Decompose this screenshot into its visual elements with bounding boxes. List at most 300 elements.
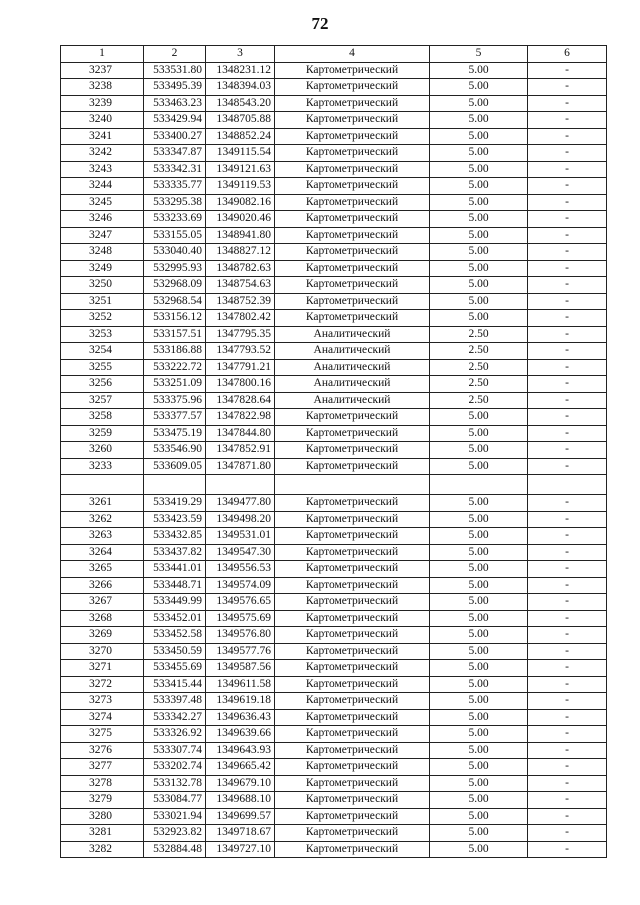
- accuracy-cell: 5.00: [430, 128, 528, 145]
- table-row: [61, 693, 607, 710]
- method-cell: Картометрический: [275, 211, 430, 228]
- point-number-cell: 3241: [61, 128, 144, 145]
- note-cell: -: [528, 425, 607, 442]
- accuracy-cell: 5.00: [430, 825, 528, 842]
- method-cell: Картометрический: [275, 759, 430, 776]
- accuracy-cell: 5.00: [430, 544, 528, 561]
- note-cell: -: [528, 293, 607, 310]
- point-number-cell: 3278: [61, 775, 144, 792]
- accuracy-cell: 5.00: [430, 227, 528, 244]
- table-row: [61, 112, 607, 129]
- table-row: [61, 561, 607, 578]
- page-number: 72: [311, 14, 329, 33]
- table-row: [61, 495, 607, 512]
- table-row: [61, 310, 607, 327]
- method-cell: Картометрический: [275, 726, 430, 743]
- accuracy-cell: 5.00: [430, 260, 528, 277]
- note-cell: -: [528, 511, 607, 528]
- point-number-cell: 3261: [61, 495, 144, 512]
- point-number-cell: 3280: [61, 808, 144, 825]
- y-coordinate-cell: 1349477.80: [206, 495, 275, 512]
- point-number-cell: 3250: [61, 277, 144, 294]
- point-number-cell: 3257: [61, 392, 144, 409]
- point-number-cell: 3240: [61, 112, 144, 129]
- x-coordinate-cell: 533429.94: [144, 112, 206, 129]
- y-coordinate-cell: 1349619.18: [206, 693, 275, 710]
- y-coordinate-cell: 1349727.10: [206, 841, 275, 858]
- method-cell: Картометрический: [275, 277, 430, 294]
- table-row: [61, 643, 607, 660]
- table-row: [61, 709, 607, 726]
- method-cell: Картометрический: [275, 95, 430, 112]
- y-coordinate-cell: 1349718.67: [206, 825, 275, 842]
- method-cell: Аналитический: [275, 326, 430, 343]
- table-row: [61, 825, 607, 842]
- method-cell: Картометрический: [275, 227, 430, 244]
- y-coordinate-cell: 1349115.54: [206, 145, 275, 162]
- accuracy-cell: 5.00: [430, 627, 528, 644]
- note-cell: -: [528, 442, 607, 459]
- table-row: [61, 211, 607, 228]
- method-cell: Картометрический: [275, 544, 430, 561]
- y-coordinate-cell: 1348852.24: [206, 128, 275, 145]
- table-row: [61, 194, 607, 211]
- x-coordinate-cell: 533155.05: [144, 227, 206, 244]
- method-cell: Картометрический: [275, 643, 430, 660]
- y-coordinate-cell: 1347844.80: [206, 425, 275, 442]
- accuracy-cell: 5.00: [430, 161, 528, 178]
- point-number-cell: 3263: [61, 528, 144, 545]
- point-number-cell: 3252: [61, 310, 144, 327]
- point-number-cell: 3258: [61, 409, 144, 426]
- x-coordinate-cell: 532923.82: [144, 825, 206, 842]
- accuracy-cell: 5.00: [430, 660, 528, 677]
- accuracy-cell: 5.00: [430, 594, 528, 611]
- point-number-cell: 3282: [61, 841, 144, 858]
- point-number-cell: 3255: [61, 359, 144, 376]
- x-coordinate-cell: 533233.69: [144, 211, 206, 228]
- method-cell: Картометрический: [275, 660, 430, 677]
- note-cell: -: [528, 112, 607, 129]
- x-coordinate-cell: 533157.51: [144, 326, 206, 343]
- y-coordinate-cell: 1347822.98: [206, 409, 275, 426]
- accuracy-cell: 5.00: [430, 79, 528, 96]
- accuracy-cell: 2.50: [430, 376, 528, 393]
- point-number-cell: 3277: [61, 759, 144, 776]
- table-row: [61, 841, 607, 858]
- note-cell: -: [528, 79, 607, 96]
- accuracy-cell: 5.00: [430, 561, 528, 578]
- accuracy-cell: 5.00: [430, 145, 528, 162]
- note-cell: -: [528, 610, 607, 627]
- point-number-cell: 3265: [61, 561, 144, 578]
- x-coordinate-cell: 533335.77: [144, 178, 206, 195]
- y-coordinate-cell: 1349611.58: [206, 676, 275, 693]
- empty-cell: [430, 475, 528, 495]
- note-cell: -: [528, 310, 607, 327]
- x-coordinate-cell: 533441.01: [144, 561, 206, 578]
- y-coordinate-cell: 1349020.46: [206, 211, 275, 228]
- y-coordinate-cell: 1347791.21: [206, 359, 275, 376]
- note-cell: -: [528, 211, 607, 228]
- y-coordinate-cell: 1347828.64: [206, 392, 275, 409]
- table-row: [61, 676, 607, 693]
- table-row: [61, 528, 607, 545]
- point-number-cell: 3272: [61, 676, 144, 693]
- note-cell: -: [528, 376, 607, 393]
- table-row: [61, 62, 607, 79]
- method-cell: Картометрический: [275, 260, 430, 277]
- x-coordinate-cell: 533021.94: [144, 808, 206, 825]
- y-coordinate-cell: 1349587.56: [206, 660, 275, 677]
- table-row: [61, 227, 607, 244]
- note-cell: -: [528, 194, 607, 211]
- point-number-cell: 3271: [61, 660, 144, 677]
- note-cell: -: [528, 660, 607, 677]
- method-cell: Картометрический: [275, 627, 430, 644]
- x-coordinate-cell: 533455.69: [144, 660, 206, 677]
- empty-cell: [61, 475, 144, 495]
- point-number-cell: 3256: [61, 376, 144, 393]
- note-cell: -: [528, 627, 607, 644]
- x-coordinate-cell: 533400.27: [144, 128, 206, 145]
- y-coordinate-cell: 1349576.65: [206, 594, 275, 611]
- accuracy-cell: 5.00: [430, 62, 528, 79]
- accuracy-cell: 5.00: [430, 277, 528, 294]
- note-cell: -: [528, 359, 607, 376]
- note-cell: -: [528, 277, 607, 294]
- x-coordinate-cell: 533463.23: [144, 95, 206, 112]
- point-number-cell: 3247: [61, 227, 144, 244]
- note-cell: -: [528, 693, 607, 710]
- column-header-5: 5: [430, 46, 528, 63]
- point-number-cell: 3237: [61, 62, 144, 79]
- note-cell: -: [528, 343, 607, 360]
- x-coordinate-cell: 533040.40: [144, 244, 206, 261]
- table-row: [61, 392, 607, 409]
- x-coordinate-cell: 533448.71: [144, 577, 206, 594]
- method-cell: Картометрический: [275, 577, 430, 594]
- table-row: [61, 808, 607, 825]
- accuracy-cell: 5.00: [430, 293, 528, 310]
- x-coordinate-cell: 533186.88: [144, 343, 206, 360]
- point-number-cell: 3244: [61, 178, 144, 195]
- accuracy-cell: 2.50: [430, 326, 528, 343]
- table-row: [61, 260, 607, 277]
- note-cell: -: [528, 676, 607, 693]
- table-row: [61, 145, 607, 162]
- y-coordinate-cell: 1348941.80: [206, 227, 275, 244]
- table-row: [61, 775, 607, 792]
- note-cell: -: [528, 62, 607, 79]
- x-coordinate-cell: 533546.90: [144, 442, 206, 459]
- column-header-1: 1: [61, 46, 144, 63]
- point-number-cell: 3260: [61, 442, 144, 459]
- accuracy-cell: 5.00: [430, 495, 528, 512]
- empty-cell: [206, 475, 275, 495]
- accuracy-cell: 5.00: [430, 610, 528, 627]
- table-row: [61, 759, 607, 776]
- method-cell: Картометрический: [275, 293, 430, 310]
- method-cell: Картометрический: [275, 194, 430, 211]
- note-cell: -: [528, 643, 607, 660]
- table-row: [61, 79, 607, 96]
- accuracy-cell: 5.00: [430, 112, 528, 129]
- y-coordinate-cell: 1349688.10: [206, 792, 275, 809]
- y-coordinate-cell: 1349556.53: [206, 561, 275, 578]
- method-cell: Картометрический: [275, 244, 430, 261]
- y-coordinate-cell: 1348782.63: [206, 260, 275, 277]
- note-cell: -: [528, 528, 607, 545]
- x-coordinate-cell: 533251.09: [144, 376, 206, 393]
- table-row: [61, 742, 607, 759]
- y-coordinate-cell: 1349119.53: [206, 178, 275, 195]
- point-number-cell: 3249: [61, 260, 144, 277]
- method-cell: Аналитический: [275, 343, 430, 360]
- y-coordinate-cell: 1349577.76: [206, 643, 275, 660]
- x-coordinate-cell: 533326.92: [144, 726, 206, 743]
- x-coordinate-cell: 533609.05: [144, 458, 206, 475]
- x-coordinate-cell: 533295.38: [144, 194, 206, 211]
- method-cell: Аналитический: [275, 392, 430, 409]
- empty-cell: [275, 475, 430, 495]
- y-coordinate-cell: 1348705.88: [206, 112, 275, 129]
- note-cell: -: [528, 759, 607, 776]
- x-coordinate-cell: 533450.59: [144, 643, 206, 660]
- point-number-cell: 3269: [61, 627, 144, 644]
- y-coordinate-cell: 1349679.10: [206, 775, 275, 792]
- x-coordinate-cell: 532995.93: [144, 260, 206, 277]
- x-coordinate-cell: 533495.39: [144, 79, 206, 96]
- accuracy-cell: 5.00: [430, 310, 528, 327]
- note-cell: -: [528, 495, 607, 512]
- x-coordinate-cell: 532968.54: [144, 293, 206, 310]
- accuracy-cell: 5.00: [430, 742, 528, 759]
- y-coordinate-cell: 1348752.39: [206, 293, 275, 310]
- table-row: [61, 660, 607, 677]
- x-coordinate-cell: 533432.85: [144, 528, 206, 545]
- note-cell: -: [528, 244, 607, 261]
- y-coordinate-cell: 1349639.66: [206, 726, 275, 743]
- method-cell: Картометрический: [275, 825, 430, 842]
- note-cell: -: [528, 577, 607, 594]
- point-number-cell: 3279: [61, 792, 144, 809]
- accuracy-cell: 5.00: [430, 95, 528, 112]
- note-cell: -: [528, 792, 607, 809]
- point-number-cell: 3270: [61, 643, 144, 660]
- point-number-cell: 3238: [61, 79, 144, 96]
- method-cell: Картометрический: [275, 528, 430, 545]
- point-number-cell: 3264: [61, 544, 144, 561]
- point-number-cell: 3274: [61, 709, 144, 726]
- method-cell: Картометрический: [275, 808, 430, 825]
- table-row: [61, 511, 607, 528]
- accuracy-cell: 5.00: [430, 759, 528, 776]
- table-row: [61, 792, 607, 809]
- x-coordinate-cell: 533531.80: [144, 62, 206, 79]
- x-coordinate-cell: 533452.58: [144, 627, 206, 644]
- table-row: [61, 343, 607, 360]
- note-cell: -: [528, 458, 607, 475]
- table-row: [61, 610, 607, 627]
- note-cell: -: [528, 825, 607, 842]
- y-coordinate-cell: 1348543.20: [206, 95, 275, 112]
- x-coordinate-cell: 533423.59: [144, 511, 206, 528]
- y-coordinate-cell: 1347795.35: [206, 326, 275, 343]
- point-number-cell: 3246: [61, 211, 144, 228]
- accuracy-cell: 5.00: [430, 511, 528, 528]
- x-coordinate-cell: 533084.77: [144, 792, 206, 809]
- y-coordinate-cell: 1347793.52: [206, 343, 275, 360]
- x-coordinate-cell: 533475.19: [144, 425, 206, 442]
- note-cell: -: [528, 544, 607, 561]
- method-cell: Картометрический: [275, 742, 430, 759]
- x-coordinate-cell: 533375.96: [144, 392, 206, 409]
- method-cell: Картометрический: [275, 511, 430, 528]
- table-row: [61, 95, 607, 112]
- x-coordinate-cell: 533449.99: [144, 594, 206, 611]
- accuracy-cell: 5.00: [430, 577, 528, 594]
- y-coordinate-cell: 1347871.80: [206, 458, 275, 475]
- y-coordinate-cell: 1349575.69: [206, 610, 275, 627]
- table-row: [61, 326, 607, 343]
- accuracy-cell: 5.00: [430, 244, 528, 261]
- point-number-cell: 3243: [61, 161, 144, 178]
- accuracy-cell: 5.00: [430, 792, 528, 809]
- method-cell: Картометрический: [275, 145, 430, 162]
- coordinates-table-body: [61, 46, 607, 858]
- table-row: [61, 277, 607, 294]
- accuracy-cell: 5.00: [430, 425, 528, 442]
- x-coordinate-cell: 533377.57: [144, 409, 206, 426]
- table-row: [61, 726, 607, 743]
- method-cell: Картометрический: [275, 458, 430, 475]
- x-coordinate-cell: 533342.31: [144, 161, 206, 178]
- note-cell: -: [528, 161, 607, 178]
- method-cell: Картометрический: [275, 310, 430, 327]
- point-number-cell: 3268: [61, 610, 144, 627]
- accuracy-cell: 5.00: [430, 726, 528, 743]
- column-header-6: 6: [528, 46, 607, 63]
- point-number-cell: 3248: [61, 244, 144, 261]
- note-cell: -: [528, 260, 607, 277]
- method-cell: Картометрический: [275, 495, 430, 512]
- y-coordinate-cell: 1349498.20: [206, 511, 275, 528]
- y-coordinate-cell: 1349547.30: [206, 544, 275, 561]
- table-row: [61, 544, 607, 561]
- accuracy-cell: 2.50: [430, 392, 528, 409]
- y-coordinate-cell: 1347802.42: [206, 310, 275, 327]
- coordinates-table: [60, 45, 607, 858]
- y-coordinate-cell: 1349576.80: [206, 627, 275, 644]
- method-cell: Картометрический: [275, 442, 430, 459]
- table-row: [61, 627, 607, 644]
- y-coordinate-cell: 1348231.12: [206, 62, 275, 79]
- method-cell: Картометрический: [275, 709, 430, 726]
- table-row: [61, 161, 607, 178]
- point-number-cell: 3251: [61, 293, 144, 310]
- accuracy-cell: 5.00: [430, 178, 528, 195]
- x-coordinate-cell: 533132.78: [144, 775, 206, 792]
- table-row: [61, 178, 607, 195]
- method-cell: Картометрический: [275, 62, 430, 79]
- point-number-cell: 3275: [61, 726, 144, 743]
- method-cell: Картометрический: [275, 775, 430, 792]
- method-cell: Картометрический: [275, 178, 430, 195]
- table-row: [61, 376, 607, 393]
- x-coordinate-cell: 532968.09: [144, 277, 206, 294]
- y-coordinate-cell: 1349665.42: [206, 759, 275, 776]
- accuracy-cell: 5.00: [430, 775, 528, 792]
- accuracy-cell: 5.00: [430, 693, 528, 710]
- point-number-cell: 3259: [61, 425, 144, 442]
- note-cell: -: [528, 409, 607, 426]
- method-cell: Картометрический: [275, 409, 430, 426]
- y-coordinate-cell: 1349574.09: [206, 577, 275, 594]
- accuracy-cell: 5.00: [430, 409, 528, 426]
- accuracy-cell: 5.00: [430, 211, 528, 228]
- x-coordinate-cell: 533156.12: [144, 310, 206, 327]
- point-number-cell: 3276: [61, 742, 144, 759]
- note-cell: -: [528, 178, 607, 195]
- point-number-cell: 3245: [61, 194, 144, 211]
- empty-cell: [528, 475, 607, 495]
- x-coordinate-cell: 533415.44: [144, 676, 206, 693]
- method-cell: Картометрический: [275, 693, 430, 710]
- point-number-cell: 3262: [61, 511, 144, 528]
- table-row: [61, 442, 607, 459]
- column-header-4: 4: [275, 46, 430, 63]
- accuracy-cell: 5.00: [430, 709, 528, 726]
- note-cell: -: [528, 326, 607, 343]
- table-row: [61, 594, 607, 611]
- table-row: [61, 359, 607, 376]
- table-row: [61, 128, 607, 145]
- method-cell: Картометрический: [275, 128, 430, 145]
- point-number-cell: 3254: [61, 343, 144, 360]
- accuracy-cell: 5.00: [430, 442, 528, 459]
- accuracy-cell: 5.00: [430, 808, 528, 825]
- point-number-cell: 3273: [61, 693, 144, 710]
- note-cell: -: [528, 808, 607, 825]
- method-cell: Картометрический: [275, 425, 430, 442]
- table-row: [61, 409, 607, 426]
- method-cell: Картометрический: [275, 676, 430, 693]
- method-cell: Картометрический: [275, 79, 430, 96]
- accuracy-cell: 5.00: [430, 676, 528, 693]
- y-coordinate-cell: 1348827.12: [206, 244, 275, 261]
- x-coordinate-cell: 532884.48: [144, 841, 206, 858]
- y-coordinate-cell: 1349121.63: [206, 161, 275, 178]
- method-cell: Аналитический: [275, 359, 430, 376]
- note-cell: -: [528, 742, 607, 759]
- method-cell: Картометрический: [275, 792, 430, 809]
- note-cell: -: [528, 227, 607, 244]
- x-coordinate-cell: 533222.72: [144, 359, 206, 376]
- point-number-cell: 3267: [61, 594, 144, 611]
- table-header-row: [61, 46, 607, 63]
- y-coordinate-cell: 1348754.63: [206, 277, 275, 294]
- x-coordinate-cell: 533452.01: [144, 610, 206, 627]
- method-cell: Картометрический: [275, 610, 430, 627]
- point-number-cell: 3242: [61, 145, 144, 162]
- x-coordinate-cell: 533419.29: [144, 495, 206, 512]
- point-number-cell: 3281: [61, 825, 144, 842]
- accuracy-cell: 5.00: [430, 528, 528, 545]
- method-cell: Картометрический: [275, 841, 430, 858]
- note-cell: -: [528, 561, 607, 578]
- y-coordinate-cell: 1349699.57: [206, 808, 275, 825]
